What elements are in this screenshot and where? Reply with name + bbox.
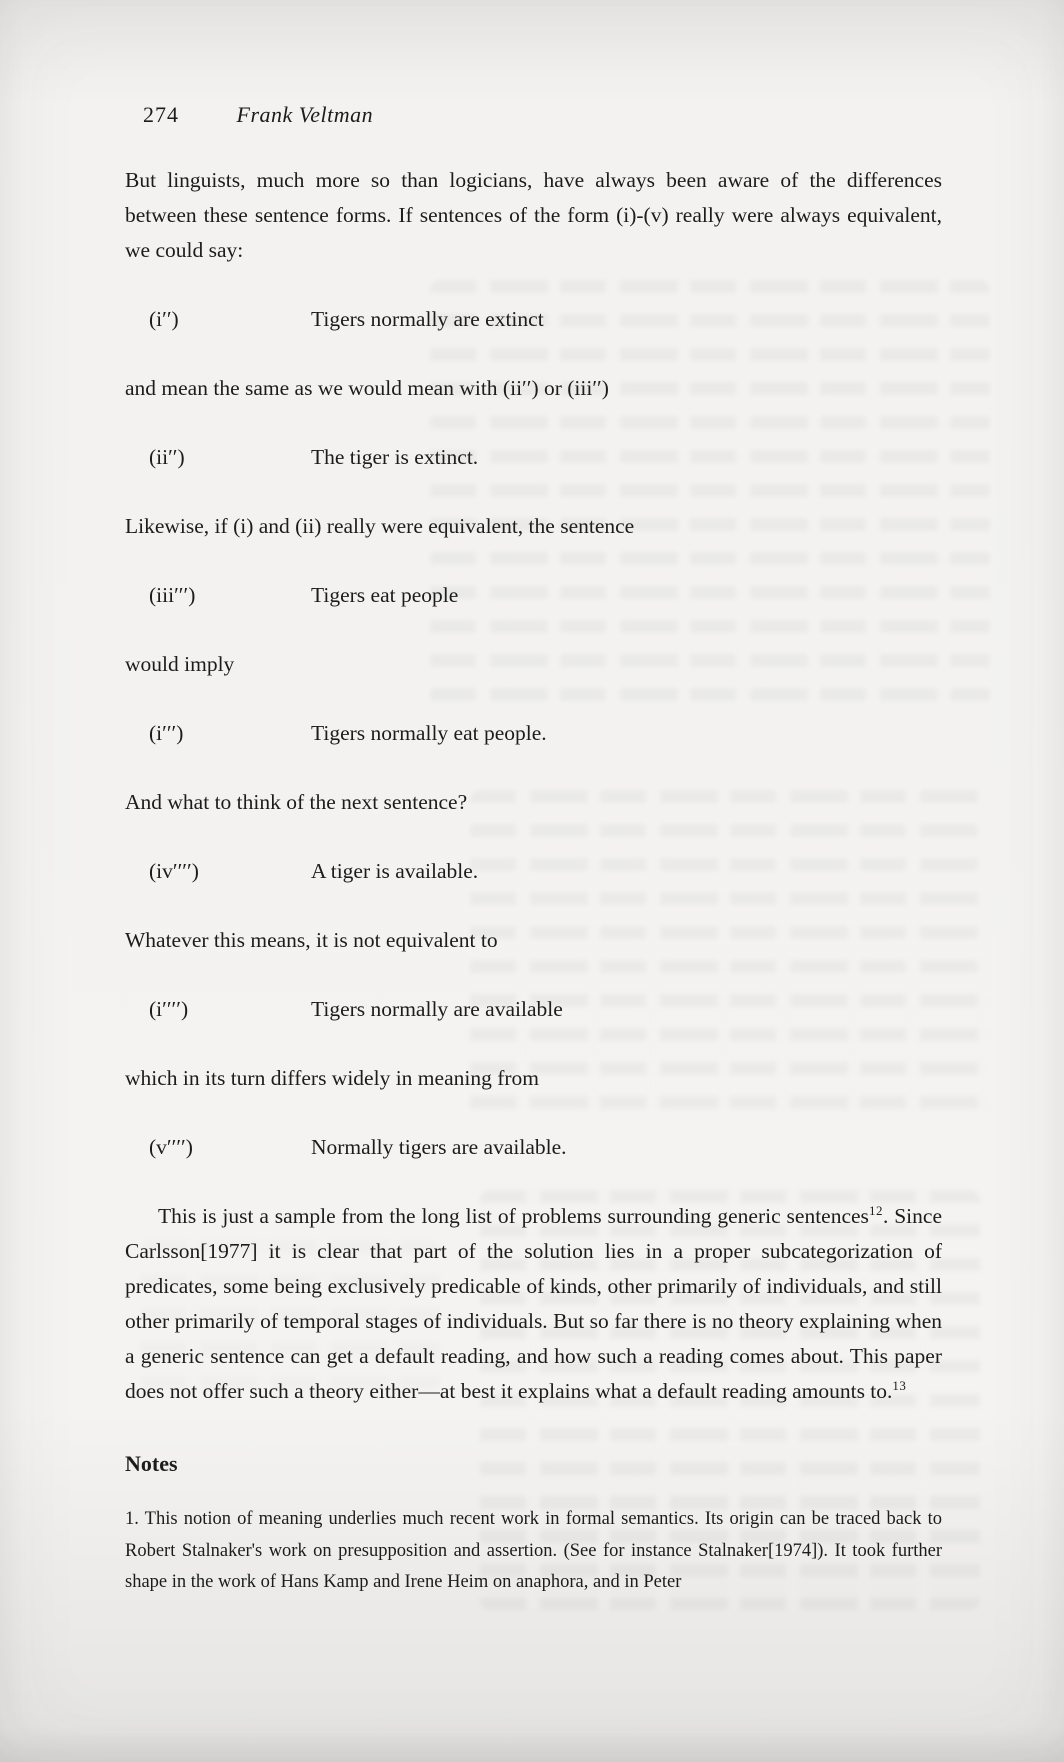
connector-line-differs: which in its turn differs widely in meaning from bbox=[125, 1066, 540, 1090]
closing-paragraph bbox=[125, 1199, 942, 1409]
connector-line-would-imply: would imply bbox=[125, 652, 235, 676]
example-text: The tiger is extinct. bbox=[311, 445, 479, 469]
example-label: (i′′′′) bbox=[149, 997, 189, 1021]
example-iv-4primes bbox=[149, 854, 942, 889]
connector-line-mean-same: and mean the same as we would mean with (ii′′) or (iii′′) bbox=[125, 376, 609, 400]
example-label: (i′′′) bbox=[149, 721, 184, 745]
example-iii-3primes bbox=[149, 578, 942, 613]
example-i-2primes bbox=[149, 302, 942, 337]
example-text: Tigers eat people bbox=[311, 583, 459, 607]
example-v-4primes bbox=[149, 1130, 942, 1165]
example-ii-2primes bbox=[149, 440, 942, 475]
connector-line-whatever: Whatever this means, it is not equivalent to bbox=[125, 928, 498, 952]
closing-text-part1: This is just a sample from the long list of problems surrounding generic sentences bbox=[158, 1204, 869, 1228]
footnote-ref-13: 13 bbox=[892, 1377, 907, 1393]
example-text: Normally tigers are available. bbox=[311, 1135, 567, 1159]
notes-heading: Notes bbox=[125, 1451, 178, 1476]
example-i-4primes bbox=[149, 992, 942, 1027]
example-label: (i′′) bbox=[149, 307, 179, 331]
closing-text-part2: . Since Carlsson[1977] it is clear that part of the solution lies in a proper subcategorization of predicates, some being exclusively predicable of kinds, other primarily of individuals, and still other primarily of temporal stages of individuals. But so far there is no theory explaining when a generic sentence can get a default reading, and how such a reading comes about. This paper does not offer such a theory either—at best it explains what a default reading amounts to. bbox=[125, 1204, 942, 1403]
example-label: (iv′′′′) bbox=[149, 859, 199, 883]
connector-line-next-sentence: And what to think of the next sentence? bbox=[125, 790, 468, 814]
example-text: Tigers normally are available bbox=[311, 997, 563, 1021]
page-number: 274 bbox=[143, 102, 179, 127]
example-text: A tiger is available. bbox=[311, 859, 479, 883]
running-head-author: Frank Veltman bbox=[236, 102, 374, 127]
footnote-1: 1. This notion of meaning underlies much recent work in formal semantics. Its origin can be traced back to Robert Stalnaker's work on presupposition and assertion. (See for instance Stalnaker[1974]). It took further shape in the work of Hans Kamp and Irene Heim on anaphora, and in Peter bbox=[125, 1509, 942, 1592]
example-text: Tigers normally are extinct bbox=[311, 307, 544, 331]
example-label: (v′′′′) bbox=[149, 1135, 193, 1159]
intro-paragraph: But linguists, much more so than logicians, have always been aware of the differences between these sentence forms. If sentences of the form (i)-(v) really were always equivalent, we could say: bbox=[125, 168, 942, 262]
example-i-3primes bbox=[149, 716, 942, 751]
footnote-ref-12: 12 bbox=[868, 1202, 883, 1218]
running-header bbox=[143, 100, 942, 129]
example-label: (iii′′′) bbox=[149, 583, 196, 607]
example-text: Tigers normally eat people. bbox=[311, 721, 547, 745]
example-label: (ii′′) bbox=[149, 445, 185, 469]
connector-line-likewise: Likewise, if (i) and (ii) really were equivalent, the sentence bbox=[125, 514, 635, 538]
